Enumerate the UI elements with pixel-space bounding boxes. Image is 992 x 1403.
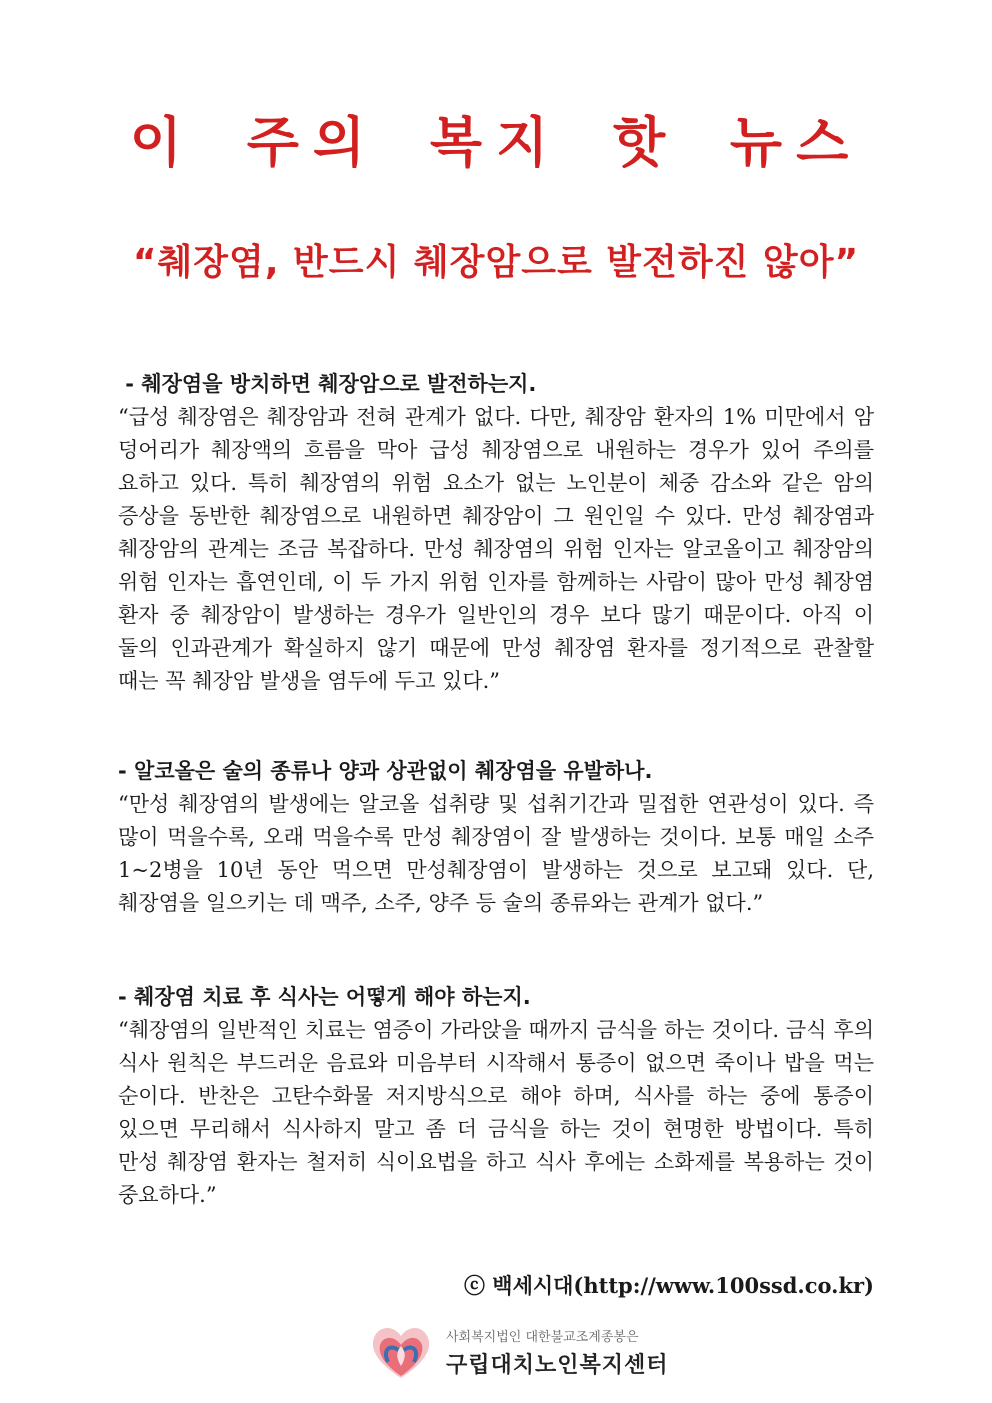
section-diet-after-treatment [118,980,874,1212]
section-heading: - 췌장염 치료 후 식사는 어떻게 해야 하는지. [118,985,531,1009]
section-body: “급성 췌장염은 췌장암과 전혀 관계가 없다. 다만, 췌장암 환자의 1% 미만에서 암 덩어리가 췌장액의 흐름을 막아 급성 췌장염으로 내원하는 경우가 있어 주의를 요하고 있다. 특히 췌장염의 위험 요소가 없는 노인분이 체중 감소와 같은 암의 증상을 동반한 췌장염으로 내원하면 췌장암이 그 원인일 수 있다. 만성 췌장염과 췌장암의 관계는 조금 복잡하다. 만성 췌장염의 위험 인자는 알코올이고 췌장암의 위험 인자는 흡연인데, 이 두 가지 위험 인자를 함께하는 사람이 많아 만성 췌장염 환자 중 췌장암이 발생하는 경우가 일반인의 경우 보다 많기 때문이다. 아직 이 둘의 인과관계가 확실하지 않기 때문에 만성 췌장염 환자를 정기적으로 관찰할 때는 꼭 췌장암 발생을 염두에 두고 있다.” [118,405,874,693]
section-heading: - 알코올은 술의 종류나 양과 상관없이 췌장염을 유발하나. [118,759,653,783]
organization-footer [366,1318,669,1384]
section-body: “만성 췌장염의 발생에는 알코올 섭취량 및 섭취기간과 밀접한 연관성이 있다. 즉 많이 먹을수록, 오래 먹을수록 만성 췌장염이 잘 발생하는 것이다. 보통 매일 소주 1~2병을 10년 동안 먹으면 만성췌장염이 발생하는 것으로 보고돼 있다. 단, 췌장염을 일으키는 데 맥주, 소주, 양주 등 술의 종류와는 관계가 없다.” [118,792,874,915]
heart-lotus-logo-icon [366,1318,436,1384]
article-subtitle: “췌장염, 반드시 췌장암으로 발전하진 않아” [132,242,860,283]
page-title: 이 주의 복지 핫 뉴스 [129,111,863,174]
section-heading: - 췌장염을 방치하면 췌장암으로 발전하는지. [118,372,537,396]
section-pancreatitis-to-cancer [118,367,874,698]
organization-parent: 사회복지법인 대한불교조계종봉은 [446,1330,639,1345]
section-alcohol [118,754,874,920]
copyright-source: ⓒ 백세시대(http://www.100ssd.co.kr) [463,1273,874,1298]
section-body: “췌장염의 일반적인 치료는 염증이 가라앉을 때까지 금식을 하는 것이다. 금식 후의 식사 원칙은 부드러운 음료와 미음부터 시작해서 통증이 없으면 죽이나 밥을 먹는 순이다. 반찬은 고탄수화물 저지방식으로 해야 하며, 식사를 하는 중에 통증이 있으면 무리해서 식사하지 말고 좀 더 금식을 하는 것이 현명한 방법이다. 특히 만성 췌장염 환자는 철저히 식이요법을 하고 식사 후에는 소화제를 복용하는 것이 중요하다.” [118,1018,874,1207]
organization-name: 구립대치노인복지센터 [446,1353,669,1378]
